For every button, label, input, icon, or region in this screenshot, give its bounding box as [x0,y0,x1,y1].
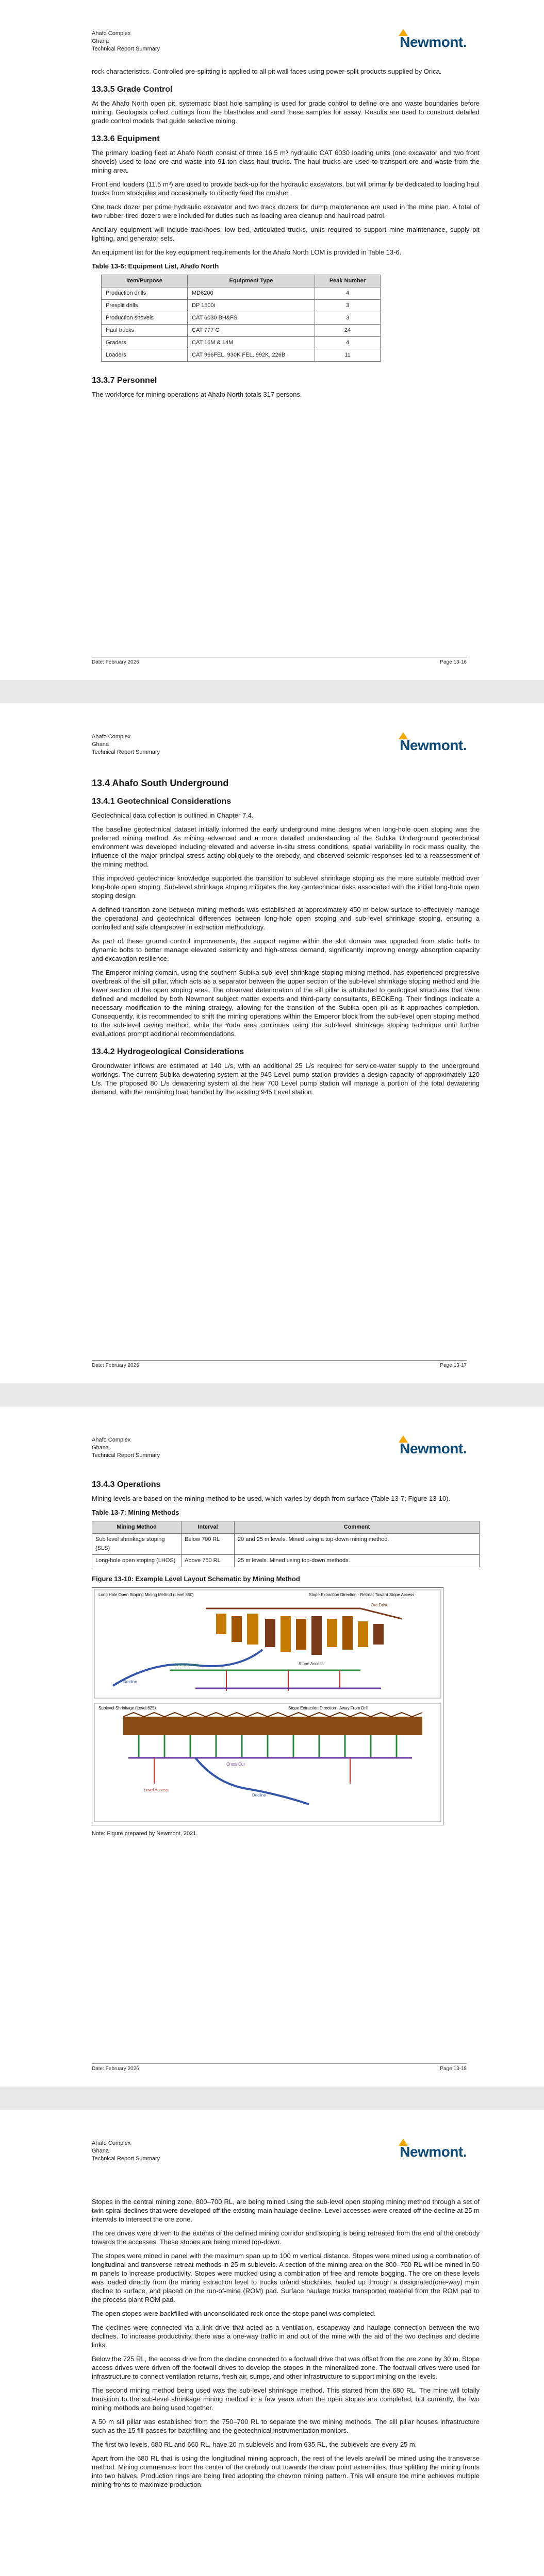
figure-caption: Figure 13-10: Example Level Layout Schematic by Mining Method [92,1575,300,1583]
page-13-19 [0,2110,544,2576]
heading-grade-control: 13.3.5 Grade Control [92,85,173,94]
heading-operations: 13.4.3 Operations [92,1480,161,1489]
header-company: Ahafo Complex [92,30,131,37]
svg-text:Level Access: Level Access [144,1788,168,1792]
table-header: Item/Purpose [102,275,188,287]
paragraph: Apart from the 680 RL that is using the longitudinal mining approach, the rest of the levels are/will be mined using the transverse method. Mining commences from the center of the orebody out towards the draw point extremities, thus splitting the mining fronts into two halves. Production rings are being fired adopting the chevron mining pattern. This will ensure the mine achieves multiple mining fronts to maximize production. [92,2454,480,2488]
page-body [92,1471,480,1838]
page-header: Ahafo Complex Ghana Technical Report Summary [92,734,160,755]
table-caption: Table 13-6: Equipment List, Ahafo North [92,262,219,270]
paragraph: The first two levels, 680 RL and 660 RL, have 20 m sublevels and from 635 RL, the sublevels are every 25 m. [92,2441,417,2448]
svg-text:Level Access: Level Access [175,1663,199,1667]
header-country: Ghana [92,38,109,44]
page-13-17 [0,703,544,1383]
paragraph: Ancillary equipment will include trackhoes, low bed, articulated trucks, units required to support mine maintenance, supply pit lighting, and generator sets. [92,226,480,242]
paragraph: One track dozer per prime hydraulic excavator and two track dozers for dump maintenance are used in the mine plan. A total of two rubber-tired dozers were included for duties such as loading area cleanup and haul road patrol. [92,203,480,219]
equipment-table [101,275,381,362]
newmont-logo: Newmont. [400,1440,467,1457]
paragraph: The stopes were mined in panel with the maximum span up to 100 m vertical distance. Stopes were mined using a combination of longitudinal and transverse retreat methods in 25 m sublevels. A section of the mining area on the 800–750 RL will be mined in 50 m panels to increase productivity. Stopes were mucked using a combination of free and remote bogging. The ore on these levels was loaded directly from the mining extraction level to trucks or/and stockpiles, hauled up through a designated(one-way) main decline to surface, and placed on the run-of-mine (ROM) pad. Surface haulage trucks transported material from the ROM pad to the process plant ROM pad. [92,2252,480,2303]
table-caption: Table 13-7: Mining Methods [92,1509,179,1516]
logo-mark-icon [399,1435,408,1443]
paragraph: A defined transition zone between mining methods was established at approximately 450 m below surface to effectively manage the operational and geotechnical differences between long-hole open stoping and sub-level shrinkage stoping, ensuring a controlled and safe changeover in extraction methodology. [92,906,480,931]
footer-date: Date: February 2026 [92,659,139,665]
table-row: Haul trucks CAT 777 G 24 [102,325,381,337]
heading-hydrogeological: 13.4.2 Hydrogeological Considerations [92,1047,244,1056]
paragraph: At the Ahafo North open pit, systematic blast hole sampling is used for grade control to define ore and waste boundaries before mining. Geologists collect cuttings from the blastholes and send these samples for assay. Results are used to construct detailed grade control models that guide selective mining. [92,99,480,125]
svg-text:Ore Drive: Ore Drive [371,1603,389,1607]
logo-mark-icon [399,2139,408,2146]
paragraph: The declines were connected via a link drive that acted as a ventilation, escapeway and haulage connection between the two declines. To increase productivity, there was a one-way traffic in and out of the mine with the aid of the two declines and decline links. [92,2324,480,2349]
page-body [92,2197,480,2494]
table-row: Production drills MD6200 4 [102,287,381,300]
paragraph: Groundwater inflows are estimated at 140 L/s, with an additional 25 L/s required for service-water supply to the underground workings. The current Subika dewatering system at the 945 Level pump station provides a design capacity of approximately 120 L/s. The proposed 80 L/s dewatering system at the new 700 Level pump station will manage a portion of the total dewatering demand, with the remaining load handled by the existing 945 Level station. [92,1062,480,1096]
svg-text:Decline: Decline [123,1680,137,1684]
svg-text:Decline: Decline [252,1793,266,1798]
svg-text:Stope Access: Stope Access [299,1662,324,1666]
svg-text:Sublevel Shrinkage (Level 625): Sublevel Shrinkage (Level 625) [98,1706,156,1710]
table-row: Sub level shrinkage stoping (SLS) Below 700 RL 20 and 25 m levels. Mined using a top-down mining method. [92,1534,480,1555]
page-13-18 [0,1406,544,2087]
table-row: Long-hole open stoping (LHOS) Above 750 RL 25 m levels. Mined using top-down methods. [92,1555,480,1567]
paragraph: The ore drives were driven to the extents of the defined mining corridor and stoping is being retreated from the end of the orebody towards the accesses. These stopes are being mined top-down. [92,2229,480,2246]
footer-page-number: Page 13-18 [440,2066,467,2072]
sls-orebody [123,1717,422,1735]
table-header: Equipment Type [188,275,315,287]
page-footer [92,1360,467,1368]
table-header: Interval [182,1521,235,1534]
table-header: Mining Method [92,1521,182,1534]
paragraph: This improved geotechnical knowledge supported the transition to sublevel shrinkage stoping as the more suitable method over long-hole open stoping. Sub-level shrinkage stoping mitigates the key geotechnical risks associated with the initial long-hole open stoping design. [92,874,480,900]
page-body [92,768,480,1101]
page-header: Ahafo Complex Ghana Technical Report Summary [92,1437,160,1459]
newmont-logo: Newmont. [400,2144,467,2160]
heading-equipment: 13.3.6 Equipment [92,134,160,143]
table-row: Presplit drills DP 1500i 3 [102,300,381,312]
paragraph: An equipment list for the key equipment requirements for the Ahafo North LOM is provided in Table 13-6. [92,248,402,256]
footer-date: Date: February 2026 [92,2066,139,2072]
paragraph: As part of these ground control improvements, the support regime within the slot domain was upgraded from static bolts to dynamic bolts to better manage elevated seismicity and high-stress demand, significantly improving energy absorption capacity and excavation resilience. [92,937,480,962]
header-report-title: Technical Report Summary [92,46,160,52]
newmont-logo: Newmont. [400,737,467,754]
svg-text:Long Hole Open Stoping Mining: Long Hole Open Stoping Mining Method (Level 850) [98,1592,194,1597]
paragraph: The second mining method being used was the sub-level shrinkage method. This started from the 680 RL. The mine will totally transition to the sub-level shrinkage mining method in a few years when the open stopes are completed, but currently, the two mining methods are being used together. [92,2386,480,2412]
paragraph: Front end loaders (11.5 m³) are used to provide back-up for the hydraulic excavators, but will primarily be dedicated to loading haul trucks from stockpiles and occasionally to directly feed the crusher. [92,180,480,197]
page-13-16 [0,0,544,680]
paragraph: The open stopes were backfilled with unconsolidated rock once the stope panel was completed. [92,2310,376,2317]
paragraph: Geotechnical data collection is outlined in Chapter 7.4. [92,811,254,819]
heading-personnel: 13.3.7 Personnel [92,376,157,385]
paragraph: The workforce for mining operations at Ahafo North totals 317 persons. [92,391,302,398]
newmont-logo: Newmont. [400,34,467,50]
table-header: Peak Number [315,275,381,287]
logo-mark-icon [399,29,408,36]
table-row: Production shovels CAT 6030 BH&FS 3 [102,312,381,325]
level-layout-figure [92,1587,443,1825]
footer-page-number: Page 13-17 [440,1363,467,1368]
paragraph: Below the 725 RL, the access drive from the decline connected to a footwall drive that was offset from the ore zone by 30 m. Stope access drives were driven off the footwall drives to develop the stopes in the mineralized zone. The footwall drives were used for infrastructure to connect ventilation returns, fresh air, sumps, and other infrastructure to support mining on the levels. [92,2355,480,2380]
paragraph: rock characteristics. Controlled pre-splitting is applied to all pit wall faces using power-split products supplied by Orica. [92,67,442,75]
footer-date: Date: February 2026 [92,1363,139,1368]
logo-mark-icon [399,732,408,739]
page-footer [92,657,467,665]
svg-text:Stope Extraction Direction - A: Stope Extraction Direction - Away From Drill [288,1706,369,1710]
mining-methods-table [92,1521,480,1567]
heading-geotechnical: 13.4.1 Geotechnical Considerations [92,797,232,806]
paragraph: Mining levels are based on the mining method to be used, which varies by depth from surface (Table 13-7; Figure 13-10). [92,1495,451,1502]
table-row: Loaders CAT 966FEL, 930K FEL, 992K, 226B 11 [102,349,381,362]
svg-text:Cross Cut: Cross Cut [226,1762,245,1767]
footer-page-number: Page 13-16 [440,659,467,665]
paragraph: The baseline geotechnical dataset initially informed the early underground mine designs when long-hole open stoping was the preferred mining method. As mining advanced and a more detailed understanding of the Subika Underground geotechnical environment was developed including elevated and adverse in-situ stress conditions, spatial variability in rock mass quality, the influence of the major principal stress acting obliquely to the orebody, and observed seismic responses led to a reassessment of the mining method. [92,825,480,868]
page-footer [92,2063,467,2072]
page-header [92,30,160,53]
level-layout-schematic [92,1588,443,1825]
table-header: Comment [235,1521,480,1534]
paragraph: A 50 m sill pillar was established from the 750–700 RL to separate the two mining methods. The sill pillar houses infrastructure such as the 15 fill passes for backfilling and the geotechnical instrumentation monitors. [92,2418,480,2434]
svg-text:Stope Extraction Direction - R: Stope Extraction Direction - Retreat Toward Stope Access [309,1592,415,1597]
heading-ahafo-south-underground: 13.4 Ahafo South Underground [92,778,229,788]
paragraph: The Emperor mining domain, using the southern Subika sub-level shrinkage stoping mining method, has experienced progressive overbreak of the sill pillar, which acts as a separator between the upper section of the sub-level shrinkage stoping method and the lower section of the open stoping area. The observed deterioration of the sill pillar is attributed to geological structures that were defined and modelled by both Newmont subject matter experts and third-party consultants, BECKEng. Their findings indicate a necessary modification to the mining strategy, allowing for the transition of the Subika open pit as it approaches completion. Consequently, it is recommended to shift the mining operations within the Emperor block from the sub-level open stoping method to the sub-level caving method, while the Yoda area continues using the sub-level shrinkage stoping technique until further evaluations prompt additional recommendations. [92,969,480,1038]
paragraph: The primary loading fleet at Ahafo North consist of three 16.5 m³ hydraulic CAT 6030 loading units (one excavator and two front shovels) used to load ore and waste into 91-ton class haul trucks. The haul trucks are used to transport ore and waste from the mining area. [92,149,480,174]
table-row: Graders CAT 16M & 14M 4 [102,337,381,349]
page-body [92,67,480,404]
figure-note: Note: Figure prepared by Newmont, 2021. [92,1831,198,1837]
page-header: Ahafo Complex Ghana Technical Report Summary [92,2140,160,2162]
paragraph: Stopes in the central mining zone, 800–700 RL, are being mined using the sub-level open stoping mining method through a set of twin spiral declines that were developed off the existing main haulage decline. Level accesses were created off the decline at 25 m intervals to intersect the ore zone. [92,2198,480,2223]
